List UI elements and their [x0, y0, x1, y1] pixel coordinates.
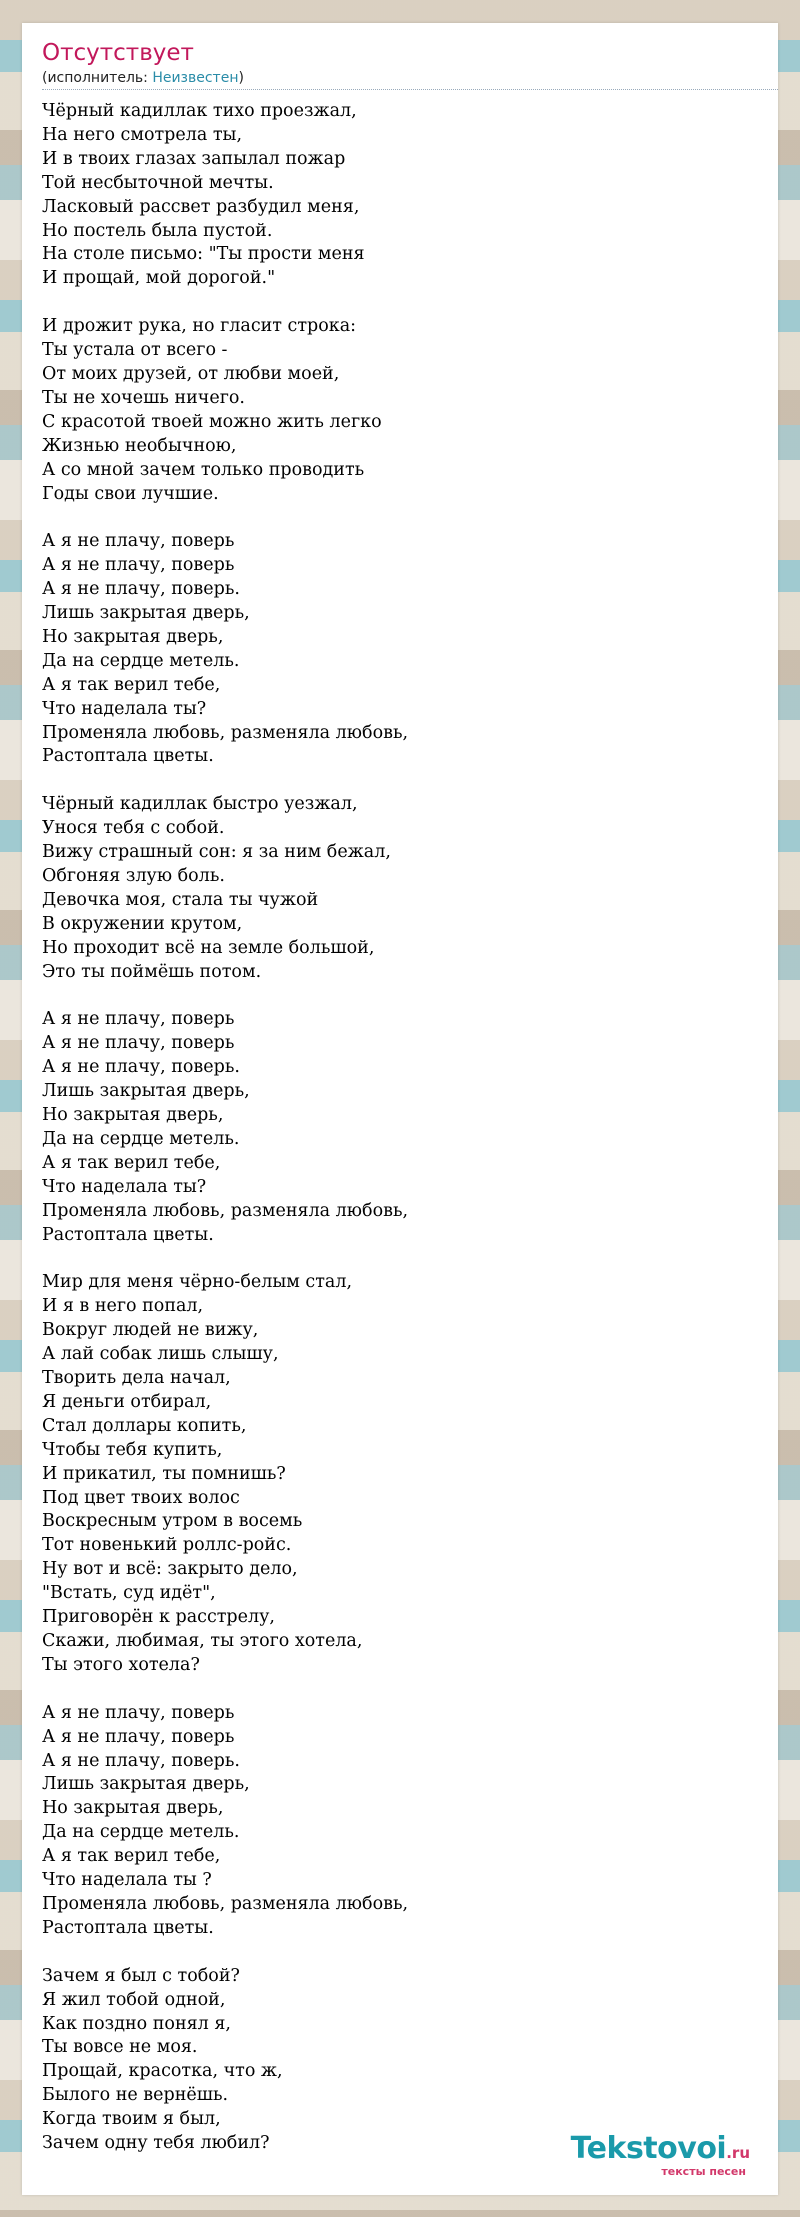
logo-suffix: .ru	[726, 2144, 750, 2162]
site-logo[interactable]	[570, 2131, 750, 2178]
artist-link[interactable]: Неизвестен	[152, 70, 239, 86]
lyrics-card	[22, 23, 778, 2195]
header-divider	[42, 89, 778, 90]
artist-suffix: )	[238, 70, 244, 86]
logo-name: Tekstovoi	[570, 2131, 727, 2166]
artist-prefix: (исполнитель:	[42, 70, 153, 86]
logo-tagline: тексты песен	[661, 2165, 746, 2178]
artist-line	[42, 71, 244, 85]
lyrics-text: Чёрный кадиллак тихо проезжал, На него смотрела ты, И в твоих глазах запылал пожар Той несбыточной мечты. Ласковый рассвет разбудил меня, Но постель была пустой. На столе письмо: "Ты прости меня И прощай, мой дорогой." И дрожит рука, но гласит строка: Ты устала от всего - От моих друзей, от любви моей, Ты не хочешь ничего. С красотой твоей можно жить легко Жизнью необычною, А со мной зачем только проводить Годы свои лучшие. А я не плачу, поверь А я не плачу, поверь А я не плачу, поверь. Лишь закрытая дверь, Но закрытая дверь, Да на сердце метель. А я так верил тебе, Что наделала ты? Променяла любовь, разменяла любовь, Растоптала цветы. Чёрный кадиллак быстро уезжал, Унося тебя с собой. Вижу страшный сон: я за ним бежал, Обгоняя злую боль. Девочка моя, стала ты чужой В окружении крутом, Но проходит всё на земле большой, Это ты поймёшь потом. А я не плачу, поверь А я не плачу, поверь А я не плачу, поверь. Лишь закрытая дверь, Но закрытая дверь, Да на сердце метель. А я так верил тебе, Что наделала ты? Променяла любовь, разменяла любовь, Растоптала цветы. Мир для меня чёрно-белым стал, И я в него попал, Вокруг людей не вижу, А лай собак лишь слышу, Творить дела начал, Я деньги отбирал, Стал доллары копить, Чтобы тебя купить, И прикатил, ты помнишь? Под цвет твоих волос Воскресным утром в восемь Тот новенький роллс-ройс. Ну вот и всё: закрыто дело, "Встать, суд идёт", Приговорён к расстрелу, Скажи, любимая, ты этого хотела, Ты этого хотела? А я не плачу, поверь А я не плачу, поверь А я не плачу, поверь. Лишь закрытая дверь, Но закрытая дверь, Да на сердце метель. А я так верил тебе, Что наделала ты ? Променяла любовь, разменяла любовь, Растоптала цветы. Зачем я был с тобой? Я жил тобой одной, Как поздно понял я, Ты вовсе не моя. Прощай, красотка, что ж, Былого не вернёшь. Когда твоим я был, Зачем одну тебя любил?	[42, 101, 409, 2154]
song-title: Отсутствует	[42, 40, 194, 66]
